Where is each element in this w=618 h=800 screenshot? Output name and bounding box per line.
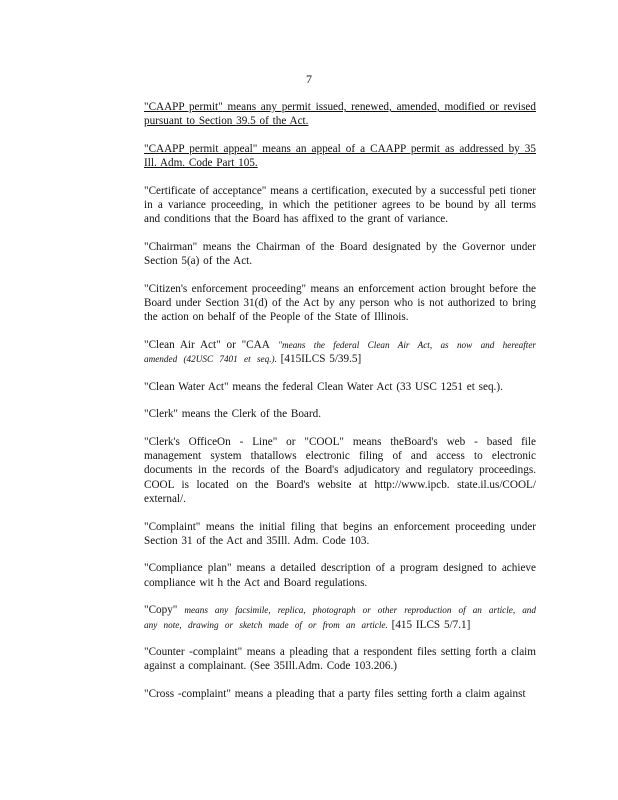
definition-term: "Counter -complaint" (144, 645, 243, 658)
definition-term: "CAAPP permit" (144, 101, 223, 113)
definition-term: "Chairman" (144, 240, 198, 253)
definition-clerk (144, 407, 536, 421)
definition-term: "Compliance plan" (144, 562, 232, 575)
definition-text: means a detailed description of a program designed to achieve compliance wit h the Act and Board regulations. (144, 562, 536, 589)
definition-complaint (144, 520, 536, 549)
page-number: 7 (306, 72, 312, 86)
definition-cross-complaint (144, 687, 536, 701)
definition-text: means the federal Clean Water Act (33 USC 1251 et seq.). (228, 380, 503, 393)
definition-text: means a certification, executed by a successful peti tioner in a variance proceeding, in which the petitioner agrees to be bound by all terms and conditions that the Board has affixed to the grant of variance. (144, 184, 537, 226)
definition-chairman (144, 240, 536, 269)
definition-clean-air-act (144, 338, 536, 367)
definition-text: means theBoard's web - based file management system thatallows electronic filing of and access to electronic documents in the records of the Board's adjudicatory and regulatory proceedings. COOL is located on the Board's website at http://www.ipcb. state.il.us/COOL/ external/. (144, 435, 536, 506)
definition-compliance-plan (144, 561, 536, 590)
definition-certificate-of-acceptance (144, 184, 536, 227)
definition-counter-complaint (144, 645, 536, 674)
definition-term: "Clean Water Act" (144, 380, 229, 393)
definition-citation: [415 ILCS 5/7.1] (387, 618, 471, 631)
definition-text: means an appeal of a CAAPP permit as addressed by 35 Ill. Adm. Code Part 105. (144, 142, 536, 170)
definition-text: means a pleading that a respondent files setting forth a claim against a complainant. (See 35Ill.Adm. Code 103.206.) (144, 645, 536, 673)
definition-term: "Complaint" (144, 520, 201, 533)
definition-text: means an enforcement action brought before the Board under Section 31(d) of the Act by any person who is not authorized to bring the action on behalf of the People of the State of Illinois. (144, 282, 536, 324)
definition-term: "Cross -complaint" (144, 687, 231, 700)
definition-term: "Clean Air Act" or "CAA (144, 338, 270, 351)
definition-clerks-office-on-line (144, 435, 536, 507)
definition-term: "Citizen's enforcement proceeding" (144, 282, 307, 295)
definitions-list (144, 100, 536, 712)
definition-clean-water-act (144, 380, 536, 394)
definition-term: "Copy" (144, 604, 178, 617)
definition-text: means any permit issued, renewed, amended, modified or revised pursuant to Section 39.5 of the Act. (144, 101, 536, 128)
definition-citizens-enforcement-proceeding (144, 282, 536, 325)
definition-quoted-text: means any facsimile, replica, photograph or other reproduction of an article, and any note, drawing or sketch made of or from an article. (144, 605, 536, 630)
definition-text: means a pleading that a party files setting forth a claim against (230, 687, 526, 700)
definition-term: "CAAPP permit appeal" (144, 142, 258, 155)
definition-copy (144, 603, 536, 632)
definition-caapp-permit (144, 100, 536, 129)
definition-term: "Certificate of acceptance" (144, 184, 267, 197)
definition-text: means the Clerk of the Board. (178, 408, 322, 421)
definition-text: means the initial filing that begins an enforcement proceeding under Section 31 of the Act and 35Ill. Adm. Code 103. (144, 520, 536, 547)
definition-caapp-permit-appeal (144, 142, 536, 171)
definition-term: "Clerk's OfficeOn - Line" or "COOL" (144, 435, 344, 448)
definition-term: "Clerk" (144, 408, 178, 421)
definition-text: means the Chairman of the Board designated by the Governor under Section 5(a) of the Act. (144, 240, 536, 268)
definition-citation: [415ILCS 5/39.5] (276, 353, 362, 366)
definition-quoted-text: "means the federal Clean Air Act, as now and hereafter amended (42USC 7401 et seq.). (144, 339, 536, 365)
